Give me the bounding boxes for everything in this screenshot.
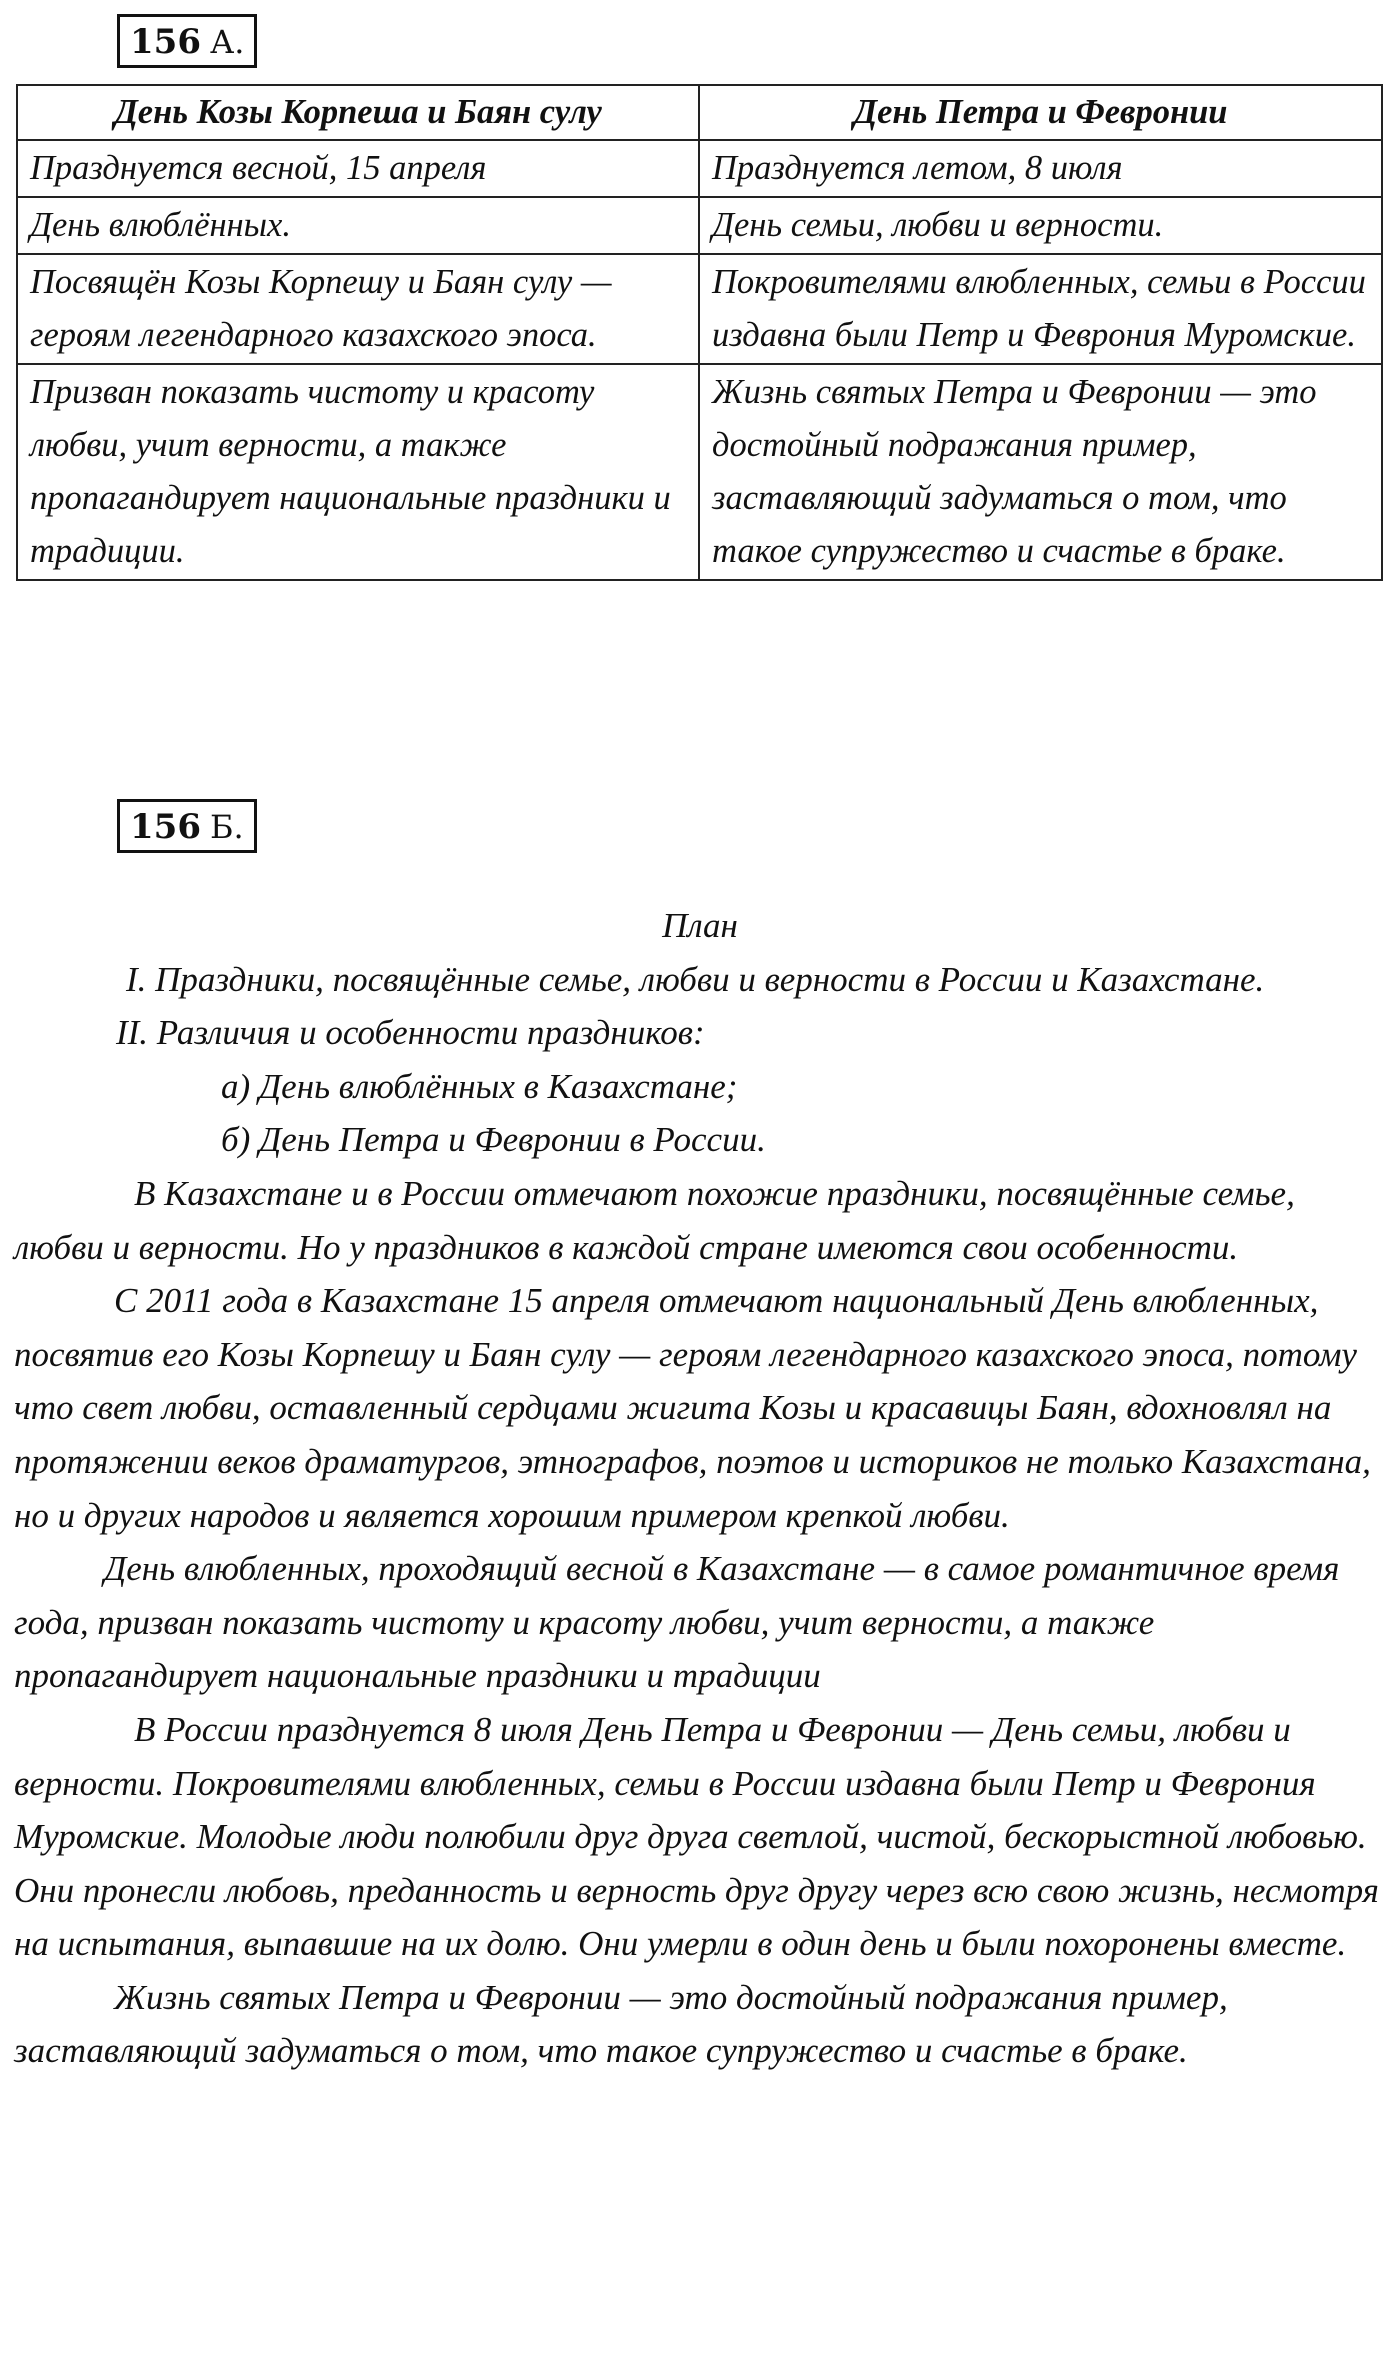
table-cell: Призван показать чистоту и красоту любви, учит верности, а также пропагандирует национальные праздники и традиции. (17, 364, 699, 580)
table-row (17, 254, 1382, 364)
plan-item-2b: б) День Петра и Февронии в России. (221, 1120, 766, 1160)
task-156a-label (117, 14, 257, 68)
essay-paragraph: С 2011 года в Казахстане 15 апреля отмечают национальный День влюбленных, посвятив его Козы Корпешу и Баян сулу — героям легендарного казахского эпоса, потому что свет любви, оставленный сердцами жигита Козы и красавицы Баян, вдохновлял на протяжении веков драматургов, этнографов, поэтов и историков не только Казахстана, но и других народов и является хорошим примером крепкой любви. (14, 1281, 1371, 1535)
essay-paragraph: День влюбленных, проходящий весной в Казахстане — в самое романтичное время года, призван показать чистоту и красоту любви, учит верности, а также пропагандирует национальные праздники и традиции (14, 1549, 1340, 1696)
table-header-russian-holiday: День Петра и Февронии (699, 85, 1382, 140)
task-letter: Б. (209, 808, 244, 846)
task-156b-label (117, 799, 257, 853)
table-cell: День влюблённых. (17, 197, 699, 254)
essay-paragraph: В России празднуется 8 июля День Петра и Февронии — День семьи, любви и верности. Покровителями влюбленных, семьи в России издавна были Петр и Феврония Муромские. Молодые люди полюбили друг друга светлой, чистой, бескорыстной любовью. Они пронесли любовь, преданность и верность друг другу через всю свою жизнь, несмотря на испытания, выпавшие на их долю. Они умерли в один день и были похоронены вместе. (14, 1709, 1379, 1964)
table-cell: Празднуется весной, 15 апреля (17, 140, 699, 197)
table-cell: Покровителями влюбленных, семьи в России издавна были Петр и Феврония Муромские. (699, 254, 1382, 364)
task-number: 156 (130, 22, 201, 62)
table-row (17, 364, 1382, 580)
plan-item-2: II. Различия и особенности праздников: (116, 1013, 705, 1053)
plan-item-1: I. Праздники, посвящённые семье, любви и верности в России и Казахстане. (126, 959, 1265, 999)
table-cell: Жизнь святых Петра и Февронии — это достойный подражания пример, заставляющий задуматься о том, что такое супружество и счастье в браке. (699, 364, 1382, 580)
plan-item-2a: а) День влюблённых в Казахстане; (221, 1066, 738, 1106)
essay-paragraph: Жизнь святых Петра и Февронии — это достойный подражания пример, заставляющий задуматься о том, что такое супружество и счастье в браке. (14, 1977, 1228, 2071)
table-cell: Празднуется летом, 8 июля (699, 140, 1382, 197)
task-number: 156 (130, 807, 201, 847)
plan-title: План (662, 906, 738, 945)
table-header-kazakh-holiday: День Козы Корпеша и Баян сулу (17, 85, 699, 140)
table-header-row (17, 85, 1382, 140)
comparison-table (16, 84, 1383, 581)
table-row (17, 197, 1382, 254)
essay-paragraph: В Казахстане и в России отмечают похожие праздники, посвящённые семье, любви и верности. Но у праздников в каждой стране имеются свои особенности. (14, 1173, 1295, 1267)
table-cell: Посвящён Козы Корпешу и Баян сулу — героям легендарного казахского эпоса. (17, 254, 699, 364)
plan-and-essay (14, 899, 1386, 2078)
task-letter: А. (209, 23, 245, 61)
table-row (17, 140, 1382, 197)
table-cell: День семьи, любви и верности. (699, 197, 1382, 254)
